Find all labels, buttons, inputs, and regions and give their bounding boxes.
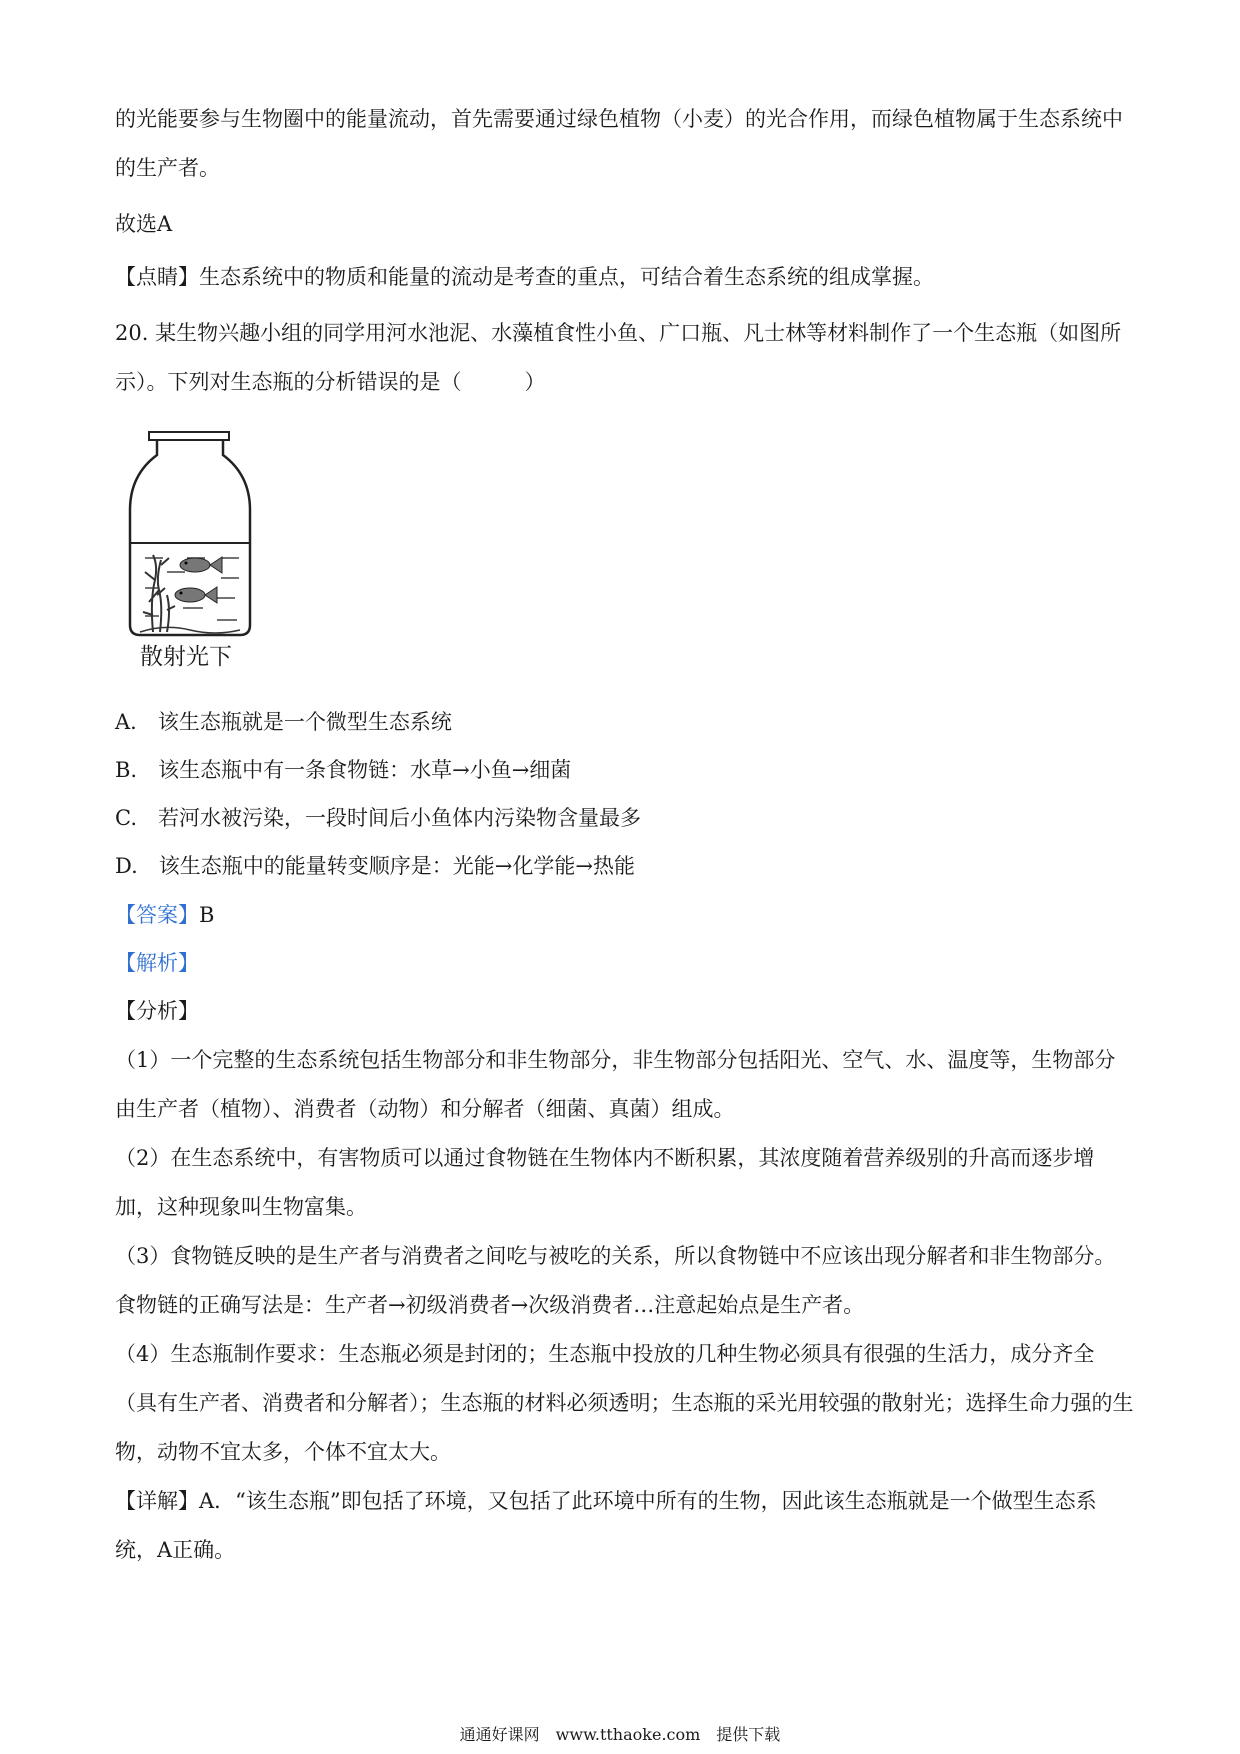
pond-mud xyxy=(140,627,240,633)
water-plant-icon xyxy=(143,555,175,632)
bottle-cap xyxy=(149,432,229,440)
paragraph-top: 的光能要参与生物圈中的能量流动，首先需要通过绿色植物（小麦）的光合作用，而绿色植物属于生态系统中的生产者。 xyxy=(115,107,1123,180)
option-d: D. 该生态瓶中的能量转变顺序是：光能→化学能→热能 xyxy=(115,854,635,878)
fish-icon xyxy=(180,557,222,573)
xiangjie-text: A．“该生态瓶”即包括了环境，又包括了此环境中所有的生物，因此该生态瓶就是一个做型生态系统，A正确。 xyxy=(115,1489,1097,1562)
jiexi-tag: 【解析】 xyxy=(115,951,199,975)
question-20: 20. 某生物兴趣小组的同学用河水池泥、水藻植食性小鱼、广口瓶、凡士林等材料制作了一个生态瓶（如图所示）。下列对生态瓶的分析错误的是（ ） xyxy=(115,321,1122,394)
choose-answer: 故选A xyxy=(115,212,173,236)
eco-bottle-drawing xyxy=(125,430,255,640)
dianjing-line xyxy=(115,262,934,292)
dianjing-tag: 【点睛】 xyxy=(115,265,199,289)
detail-paragraph xyxy=(115,1477,1135,1575)
analysis-3: （3）食物链反映的是生产者与消费者之间吃与被吃的关系，所以食物链中不应该出现分解者和非生物部分。食物链的正确写法是：生产者→初级消费者→次级消费者…注意起始点是生产者。 xyxy=(115,1244,1116,1317)
page-footer: 通通好课网 www.tthaoke.com 提供下载 xyxy=(459,1725,781,1744)
option-a: A. 该生态瓶就是一个微型生态系统 xyxy=(115,710,452,734)
option-c: C. 若河水被污染，一段时间后小鱼体内污染物含量最多 xyxy=(115,806,641,830)
fish-icon-2 xyxy=(175,587,217,603)
answer-line xyxy=(115,900,214,930)
answer-tag: 【答案】 xyxy=(115,903,199,927)
analysis-2: （2）在生态系统中，有害物质可以通过食物链在生物体内不断积累，其浓度随着营养级别的升高而逐步增加，这种现象叫生物富集。 xyxy=(115,1146,1095,1219)
xiangjie-tag: 【详解】 xyxy=(115,1489,199,1513)
dianjing-text: 生态系统中的物质和能量的流动是考查的重点，可结合着生态系统的组成掌握。 xyxy=(199,265,934,289)
analysis-1: （1）一个完整的生态系统包括生物部分和非生物部分，非生物部分包括阳光、空气、水、温度等，生物部分由生产者（植物）、消费者（动物）和分解者（细菌、真菌）组成。 xyxy=(115,1048,1116,1121)
fenxi-tag: 【分析】 xyxy=(115,999,199,1023)
analysis-4: （4）生态瓶制作要求：生态瓶必须是封闭的；生态瓶中投放的几种生物必须具有很强的生活力，成分齐全（具有生产者、消费者和分解者）；生态瓶的材料必须透明；生态瓶的采光用较强的散射光；选择生命力强的生物，动物不宜太多，个体不宜太大。 xyxy=(115,1342,1134,1464)
answer-value: B xyxy=(199,903,215,927)
bottle-outline xyxy=(130,440,250,635)
figure-caption: 散射光下 xyxy=(140,644,232,670)
option-b: B. 该生态瓶中有一条食物链：水草→小鱼→细菌 xyxy=(115,758,572,782)
